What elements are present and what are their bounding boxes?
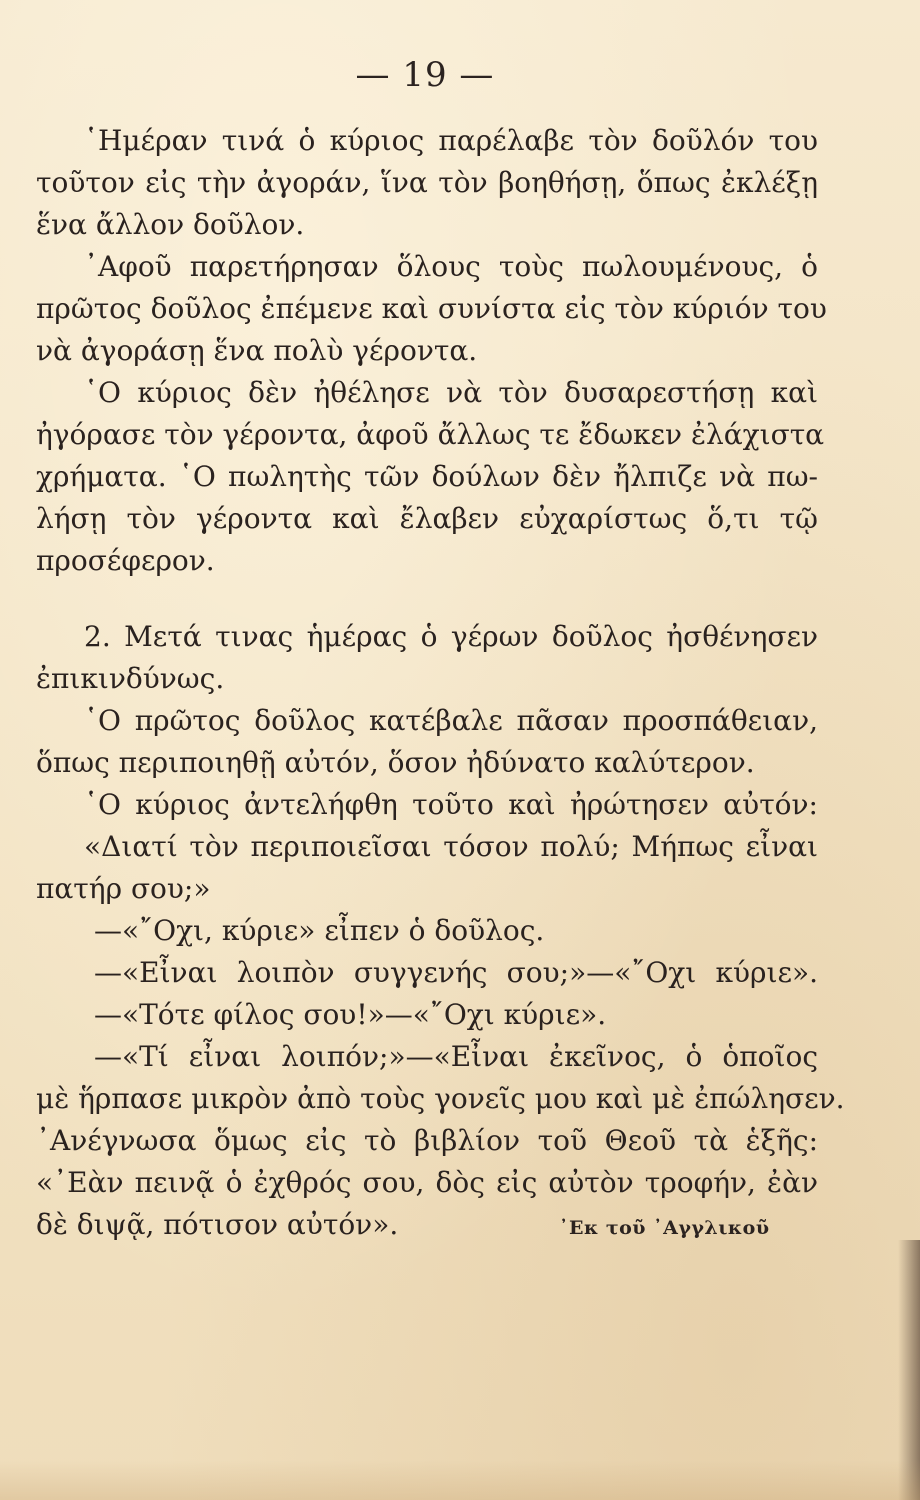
text-line: 2. Μετά τινας ἡμέρας ὁ γέρων δοῦλος ἠσθένησεν xyxy=(84,620,818,653)
text-line: ἐπικινδύνως. xyxy=(36,662,225,695)
text-line: μὲ ἥρπασε μικρὸν ἀπὸ τοὺς γονεῖς μου καὶ μὲ ἐπώλησεν. xyxy=(36,1082,845,1115)
text-line: «Διατί τὸν περιποιεῖσαι τόσον πολύ; Μήπως εἶναι xyxy=(84,830,818,863)
text-line: πρῶτος δοῦλος ἐπέμενε καὶ συνίστα εἰς τὸν κύριόν του xyxy=(36,292,827,325)
dialogue-line: —«῎Οχι, κύριε» εἶπεν ὁ δοῦλος. xyxy=(94,914,545,947)
dialogue-line: —«Τί εἶναι λοιπόν;»—«Εἶναι ἐκεῖνος, ὁ ὁποῖος xyxy=(94,1040,818,1073)
text-line: ἠγόρασε τὸν γέροντα, ἀφοῦ ἄλλως τε ἔδωκεν ἐλάχιστα xyxy=(36,418,825,451)
text-line: ῾Ο κύριος δὲν ἠθέλησε νὰ τὸν δυσαρεστήσῃ καὶ xyxy=(84,376,818,409)
text-line: ῾Ημέραν τινά ὁ κύριος παρέλαβε τὸν δοῦλόν του xyxy=(84,124,818,157)
text-line: ᾿Αφοῦ παρετήρησαν ὅλους τοὺς πωλουμένους, ὁ xyxy=(84,250,818,283)
text-line: χρήματα. ῾Ο πωλητὴς τῶν δούλων δὲν ἤλπιζε νὰ πω- xyxy=(36,460,818,493)
page-bottom-tint xyxy=(0,1460,920,1500)
page-number: — 19 — xyxy=(355,55,495,95)
text-line: δὲ διψᾷ, πότισον αὐτόν». xyxy=(36,1208,399,1241)
text-line: ῾Ο πρῶτος δοῦλος κατέβαλε πᾶσαν προσπάθειαν, xyxy=(84,704,818,737)
text-line: νὰ ἀγοράσῃ ἕνα πολὺ γέροντα. xyxy=(36,334,478,367)
text-line: λήσῃ τὸν γέροντα καὶ ἔλαβεν εὐχαρίστως ὅ,τι τῷ xyxy=(36,502,818,535)
text-line: ᾿Ανέγνωσα ὅμως εἰς τὸ βιβλίον τοῦ Θεοῦ τὰ ἑξῆς: xyxy=(36,1124,818,1157)
dialogue-line: —«Τότε φίλος σου!»—«῎Οχι κύριε». xyxy=(94,998,607,1031)
text-line: ῾Ο κύριος ἀντελήφθη τοῦτο καὶ ἠρώτησεν αὐτόν: xyxy=(84,788,818,821)
text-line: πατήρ σου;» xyxy=(36,872,211,905)
text-line: προσέφερον. xyxy=(36,544,215,577)
text-line: ὅπως περιποιηθῇ αὐτόν, ὅσον ἠδύνατο καλύτερον. xyxy=(36,746,755,779)
text-line: τοῦτον εἰς τὴν ἀγοράν, ἵνα τὸν βοηθήσῃ, ὅπως ἐκλέξῃ xyxy=(36,166,818,199)
body-text xyxy=(36,120,845,1246)
section-gap xyxy=(36,582,818,616)
source-attribution: ᾿Εκ τοῦ ᾿Αγγλικοῦ xyxy=(559,1217,770,1239)
dialogue-line: —«Εἶναι λοιπὸν συγγενής σου;»—«῎Οχι κύριε». xyxy=(94,956,818,989)
text-line: ἕνα ἄλλον δοῦλον. xyxy=(36,208,305,241)
text-line: «᾿Εὰν πεινᾷ ὁ ἐχθρός σου, δὸς εἰς αὐτὸν τροφήν, ἐὰν xyxy=(36,1166,818,1199)
